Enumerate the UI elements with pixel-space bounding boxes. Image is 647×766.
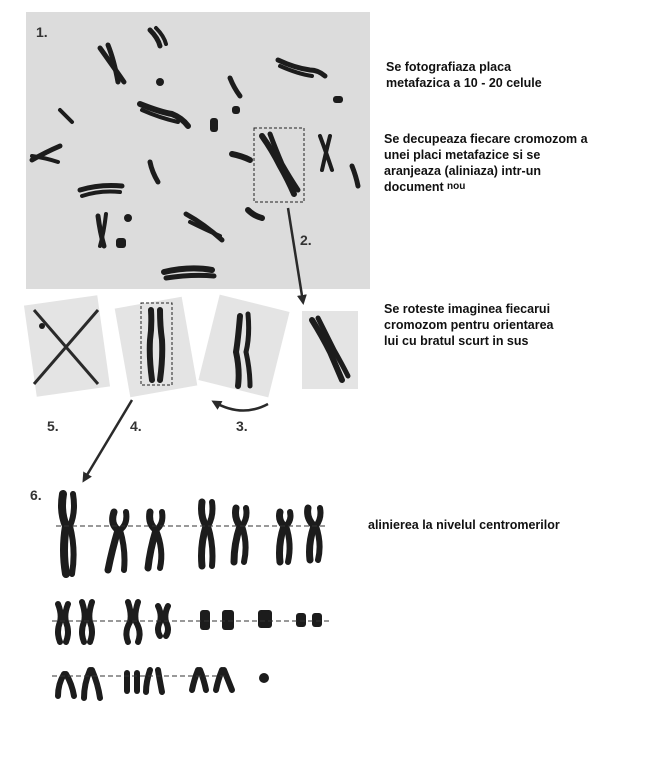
chromosome: [84, 670, 90, 698]
selected-chromosome: [262, 134, 298, 194]
chromosome: [242, 508, 247, 562]
chromosome: [164, 268, 212, 272]
chromosome: [224, 670, 232, 690]
selection-box-upright: [141, 303, 172, 385]
karyotype-row-3: [58, 670, 232, 698]
caption-align: alinierea la nivelul centromerilor: [368, 518, 560, 532]
chromosome: [234, 508, 240, 562]
chromosome: [80, 186, 122, 191]
chromosome: [166, 275, 214, 278]
arrow-2: [288, 208, 303, 302]
rotated-chromosome-3: [236, 314, 250, 386]
chromosome: [108, 512, 118, 570]
chromosome: [70, 494, 74, 574]
caption-rotate: Se roteste imaginea fiecarui cromozom pentru orientarea lui cu bratul scurt in sus: [384, 302, 554, 348]
karyotype-row-2-small: [200, 610, 322, 630]
step-1-label: 1.: [36, 24, 48, 40]
chromosome: [66, 674, 74, 696]
chromosome: [258, 610, 272, 628]
chromosome: [208, 502, 213, 566]
chromosome: [280, 512, 285, 562]
chromosome: [126, 602, 130, 642]
arrow-4: [84, 400, 132, 480]
step-3-label: 3.: [236, 418, 248, 434]
chromosome: [60, 110, 72, 122]
step-2-label: 2.: [300, 232, 312, 248]
chromosome: [82, 602, 85, 642]
chromosome: [116, 238, 126, 248]
step-4-label: 4.: [130, 418, 142, 434]
chromosome: [92, 670, 100, 698]
chromosome: [148, 512, 156, 568]
chromosome: [312, 613, 322, 627]
chromosome: [62, 494, 66, 574]
rejected-card-5: [34, 310, 98, 384]
chromosome: [156, 78, 164, 86]
chromosome: [135, 602, 139, 642]
chromosome: [65, 604, 68, 642]
chromosome: [158, 670, 162, 692]
chromosome: [58, 674, 64, 696]
chromosome: [308, 508, 314, 560]
cutout-chromosome: [312, 318, 348, 380]
chromosome: [248, 210, 262, 218]
karyotype-row-1: [62, 494, 321, 574]
chromosome: [146, 670, 150, 692]
chromosome: [192, 670, 198, 690]
chromosome: [259, 673, 269, 683]
chromosome: [58, 604, 61, 642]
chromosome: [124, 670, 130, 694]
chromosome: [352, 166, 358, 186]
chromosome: [232, 106, 240, 114]
chromosome: [134, 670, 140, 694]
step-5-label: 5.: [47, 418, 59, 434]
chromosome: [89, 602, 92, 642]
chromosome: [316, 508, 321, 560]
caption-cut-and-arrange: Se decupeaza fiecare cromozom a unei placi metafazice si se aranjeaza (aliniaza) intr-un document: [384, 132, 588, 194]
chromosome: [82, 192, 120, 197]
chromosome: [124, 214, 132, 222]
chromosome: [232, 154, 250, 160]
arrow-3: [214, 402, 268, 411]
upright-chromosome-4: [150, 310, 163, 380]
chromosome: [333, 96, 343, 103]
chromosome: [200, 610, 210, 630]
chromosome: [222, 610, 234, 630]
chromosome: [286, 512, 291, 562]
chromosome: [150, 162, 158, 182]
chromosome: [202, 502, 207, 566]
step-6-label: 6.: [30, 487, 42, 503]
fragment-mark: [39, 323, 45, 329]
chromosome: [210, 118, 218, 132]
karyotype-row-2: [58, 602, 168, 642]
chromosome: [156, 512, 162, 568]
chromosome: [230, 78, 240, 96]
caption-photograph: Se fotografiaza placa metafazica a 10 - 20 celule: [386, 60, 542, 90]
chromosome: [140, 104, 188, 126]
caption-cut-and-arrange-new: nou: [447, 181, 466, 192]
chromosome: [216, 670, 222, 690]
chromosome: [120, 512, 126, 570]
chromosome: [296, 613, 306, 627]
chromosome: [200, 670, 206, 690]
